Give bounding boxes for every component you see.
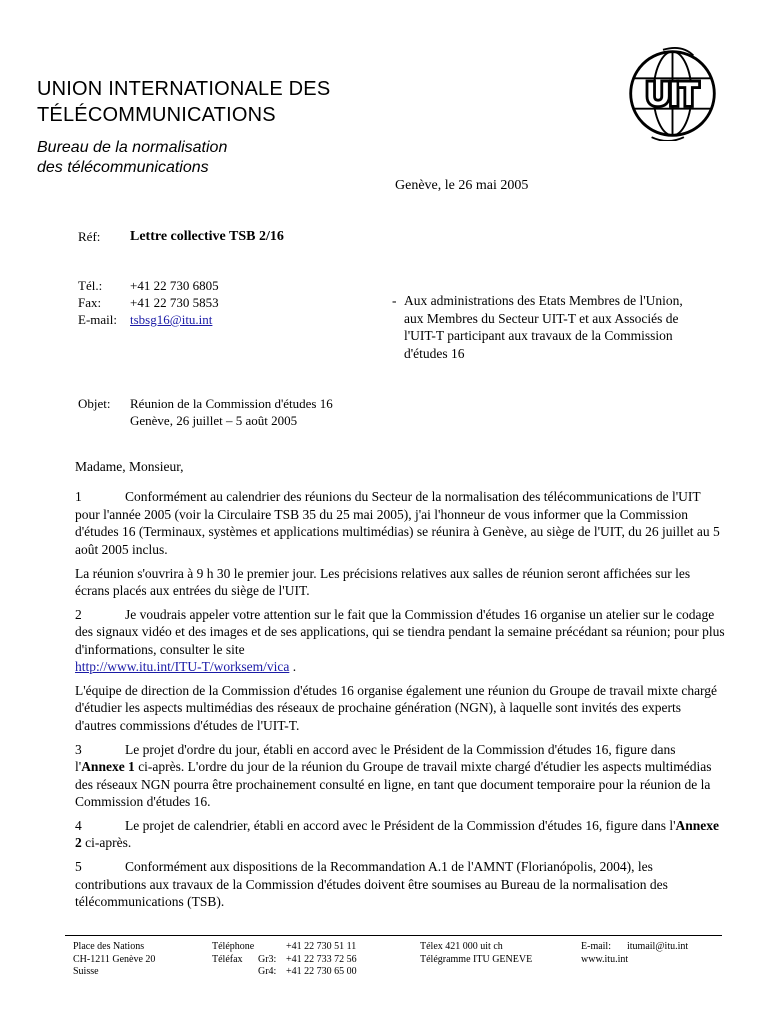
footer-gr4-value: +41 22 730 65 00 (286, 966, 357, 977)
footer-telex-value: Télex 421 000 uit ch (420, 941, 503, 952)
annex-2-ref: Annexe 2 (75, 817, 720, 851)
footer-email (581, 941, 688, 966)
fax-label: Fax: (78, 295, 102, 310)
subject-line2: Genève, 26 juillet – 5 août 2005 (130, 413, 298, 428)
footer-telephone-value: +41 22 730 51 11 (286, 941, 357, 952)
paragraph-1b: La réunion s'ouvrira à 9 h 30 le premier jour. Les précisions relatives aux salles de réunion seront affichées sur les écrans placés aux entrées du siège de l'UIT. (75, 565, 691, 598)
footer-address-line2: CH-1211 Genève 20 (73, 953, 156, 965)
reference-label: Réf: (78, 229, 101, 244)
footer-gr3-value: +41 22 733 72 56 (286, 953, 357, 965)
paragraph-text: ci-après. L'ordre du jour de la réunion du Groupe de travail mixte chargé d'étudier les aspects multimédias des réseaux NGN pourra être prochainement consulté en ligne, en tant que document temporaire pour la réunion de la Commission d'études 16. (75, 759, 712, 809)
paragraph-number: 3 (75, 741, 82, 757)
footer-phone (212, 941, 357, 979)
fax-value: +41 22 730 5853 (130, 295, 219, 310)
footer-divider (65, 935, 722, 936)
footer-website[interactable]: www.itu.int (581, 953, 629, 965)
bureau-name (37, 138, 417, 178)
footer-address-line3: Suisse (73, 966, 99, 977)
subject-label: Objet: (78, 396, 111, 411)
footer-email-value[interactable]: itumail@itu.int (627, 941, 689, 952)
bureau-line1: Bureau de la normalisation (37, 139, 228, 156)
footer-address (73, 941, 155, 979)
subject-line1: Réunion de la Commission d'études 16 (130, 396, 333, 411)
email-label: E-mail: (78, 312, 117, 327)
paragraph-2 (75, 606, 725, 676)
annex-1-ref: Annexe 1 (81, 759, 135, 775)
paragraph-end: . (289, 659, 297, 675)
footer-telephone-label: Téléphone (212, 941, 255, 952)
paragraph-3 (75, 741, 725, 811)
email-link[interactable]: tsbsg16@itu.int (130, 312, 213, 327)
footer-telegram-value: Télégramme ITU GENEVE (420, 953, 533, 965)
workshop-link[interactable]: http://www.itu.int/ITU-T/worksem/vica (75, 659, 290, 675)
paragraph-number: 1 (75, 489, 82, 505)
paragraph-number: 5 (75, 859, 82, 875)
paragraph-text: ci-après. (81, 835, 132, 851)
bureau-line2: des télécommunications (37, 159, 209, 176)
letter-date: Genève, le 26 mai 2005 (395, 178, 529, 193)
salutation: Madame, Monsieur, (75, 459, 184, 474)
organization-name (37, 76, 457, 128)
org-name-line2: TÉLÉCOMMUNICATIONS (37, 104, 276, 126)
footer-gr4-label: Gr4: (258, 966, 277, 977)
paragraph-text: Le projet d'ordre du jour, établi en accord avec le Président de la Commission d'études 16, figure dans l' (75, 741, 676, 775)
paragraph-number: 4 (75, 817, 82, 833)
paragraph-number: 2 (75, 606, 82, 622)
paragraph-4 (75, 817, 725, 852)
telephone-value: +41 22 730 6805 (130, 278, 219, 293)
addressee-text: Aux administrations des Etats Membres de l'Union, aux Membres du Secteur UIT-T et aux Associés de l'UIT-T participant aux travaux de la Commission d'études 16 (404, 293, 683, 361)
letter-body (75, 458, 725, 917)
paragraph-text: Je voudrais appeler votre attention sur le fait que la Commission d'études 16 organise un atelier sur le codage des signaux vidéo et des images et de ses applications, qui se tiendra pendant la semaine précédant sa réunion; pour plus d'informations, consulter le site (75, 606, 725, 657)
telephone-label: Tél.: (78, 278, 103, 293)
paragraph-text: Le projet de calendrier, établi en accord avec le Président de la Commission d'études 16, figure dans l' (125, 817, 676, 833)
footer-telex (420, 941, 532, 966)
addressee-dash: - (392, 293, 397, 308)
paragraph-text: Conformément au calendrier des réunions du Secteur de la normalisation des télécommunications de l'UIT pour l'année 2005 (voir la Circulaire TSB 35 du 25 mai 2005), j'ai l'honneur de vous informer que la Commission d'études 16 (Terminaux, systèmes et applications multimédias) se réunira à Genève, au siège de l'UIT, du 26 juillet au 5 août 2005 inclus. (75, 489, 720, 557)
reference-value: Lettre collective TSB 2/16 (130, 229, 284, 244)
paragraph-1 (75, 488, 725, 558)
logo-text: UIT (646, 75, 699, 112)
paragraph-5 (75, 858, 725, 910)
footer-address-line1: Place des Nations (73, 941, 145, 952)
uit-logo (625, 46, 720, 141)
addressee-block (392, 292, 692, 362)
footer-email-label: E-mail: (581, 941, 611, 952)
paragraph-2b: L'équipe de direction de la Commission d'études 16 organise également une réunion du Groupe de travail mixte chargé d'étudier les aspects multimédias des réseaux de prochaine génération (NGN), à laquelle sont invités des experts d'autres commissions d'études de l'UIT-T. (75, 682, 718, 733)
footer-fax-label: Téléfax (212, 953, 243, 965)
org-name-line1: UNION INTERNATIONALE DES (37, 78, 331, 100)
footer-gr3-label: Gr3: (258, 953, 277, 965)
paragraph-text: Conformément aux dispositions de la Recommandation A.1 de l'AMNT (Florianópolis, 2004), les contributions aux travaux de la Commission d'études doivent être soumises au Bureau de la normalisation des télécommunications (TSB). (75, 859, 668, 909)
